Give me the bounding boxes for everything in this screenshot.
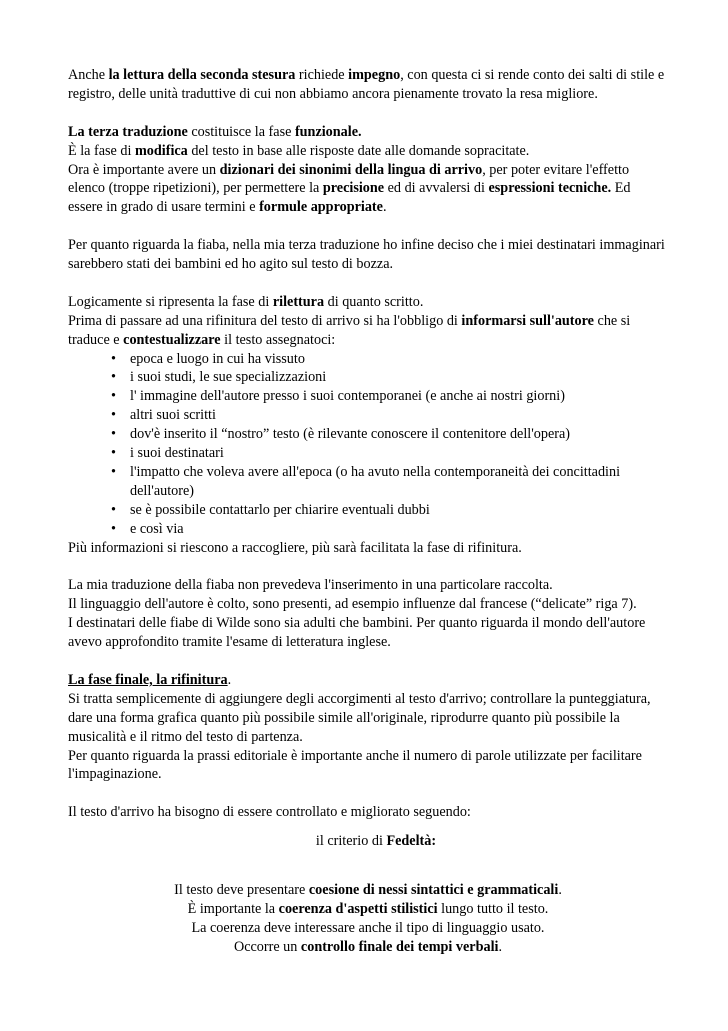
paragraph-more-info: Più informazioni si riescono a raccogliere, più sarà facilitata la fase di rifinitura. — [68, 539, 522, 556]
list-item: • dov'è inserito il “nostro” testo (è rilevante conoscere il contenitore dell'opera) — [111, 426, 571, 443]
author-info-list — [68, 350, 668, 539]
paragraph-informarsi: Prima di passare ad una rifinitura del testo di arrivo si ha l'obbligo di informarsi sull'autore che si traduce e contestualizzare il testo assegnatoci: — [68, 312, 631, 348]
paragraph-prassi-editoriale: Per quanto riguarda la prassi editoriale è importante anche il numero di parole utilizzate per facilitare l'impaginazione. — [68, 747, 642, 783]
requirement-coesione: Il testo deve presentare coesione di nessi sintattici e grammaticali. — [174, 882, 562, 899]
paragraph-linguaggio: Il linguaggio dell'autore è colto, sono presenti, ad esempio influenze dal francese (“delicate” riga 7). — [68, 596, 637, 613]
list-item: • i suoi destinatari — [111, 445, 224, 462]
bullet-icon: • — [111, 407, 116, 424]
paragraph-accorgimenti: Si tratta semplicemente di aggiungere degli accorgimenti al testo d'arrivo; controllare la punteggiatura, dare una forma grafica quanto più possibile simile all'originale, riprodurre quanto più possibile la musicalità e il ritmo del testo di partenza. — [68, 690, 651, 745]
criterion-fedelta: il criterio di Fedeltà: — [315, 833, 437, 850]
list-item: • l'impatto che voleva avere all'epoca (o ha avuto nella contemporaneità dei concittadini dell'autore) — [111, 463, 621, 499]
paragraph-third-translation: La terza traduzione costituisce la fase funzionale. — [68, 123, 362, 140]
bullet-icon: • — [111, 520, 116, 537]
bullet-icon: • — [111, 388, 116, 405]
list-item: • e così via — [111, 520, 184, 537]
bullet-icon: • — [111, 445, 116, 462]
list-item: • epoca e luogo in cui ha vissuto — [111, 350, 305, 367]
requirement-coerenza: È importante la coerenza d'aspetti stilistici lungo tutto il testo. — [187, 900, 549, 917]
bullet-icon: • — [111, 501, 116, 518]
bullet-icon: • — [111, 350, 116, 367]
document-page — [68, 66, 668, 957]
paragraph-rilettura: Logicamente si ripresenta la fase di rilettura di quanto scritto. — [68, 293, 424, 310]
list-item: • l' immagine dell'autore presso i suoi contemporanei (e anche ai nostri giorni) — [111, 388, 565, 405]
paragraph-raccolta: La mia traduzione della fiaba non prevedeva l'inserimento in una particolare raccolta. — [68, 577, 553, 594]
paragraph-dizionari: Ora è importante avere un dizionari dei sinonimi della lingua di arrivo, per poter evitare l'effetto elenco (troppe ripetizioni), per permettere la precisione ed di avvalersi di espressioni tecniche. Ed essere in grado di usare termini e formule appropriate. — [68, 161, 631, 216]
bullet-icon: • — [111, 463, 116, 480]
requirement-linguaggio: La coerenza deve interessare anche il tipo di linguaggio usato. — [191, 919, 545, 936]
paragraph-destinatari: I destinatari delle fiabe di Wilde sono sia adulti che bambini. Per quanto riguarda il mondo dell'autore avevo approfondito tramite l'esame di letteratura inglese. — [68, 615, 646, 651]
paragraph-second-draft: Anche la lettura della seconda stesura richiede impegno, con questa ci si rende conto dei salti di stile e registro, delle unità traduttive di cui non abbiamo ancora pienamente trovato la resa migliore. — [68, 67, 665, 102]
list-item: • se è possibile contattarlo per chiarire eventuali dubbi — [111, 501, 430, 518]
section-heading-rifinitura: La fase finale, la rifinitura. — [68, 671, 232, 688]
list-item: • i suoi studi, le sue specializzazioni — [111, 369, 327, 386]
paragraph-modifica: È la fase di modifica del testo in base alle risposte date alle domande sopracitate. — [68, 142, 530, 159]
bullet-icon: • — [111, 426, 116, 443]
fedelta-requirements — [68, 881, 668, 957]
list-item: • altri suoi scritti — [111, 407, 216, 424]
requirement-tempi-verbali: Occorre un controllo finale dei tempi verbali. — [233, 938, 503, 955]
bullet-icon: • — [111, 369, 116, 386]
paragraph-controllo: Il testo d'arrivo ha bisogno di essere controllato e migliorato seguendo: — [68, 804, 471, 821]
paragraph-fiaba: Per quanto riguarda la fiaba, nella mia terza traduzione ho infine deciso che i miei destinatari immaginari sarebbero stati dei bambini ed ho agito sul testo di bozza. — [68, 237, 665, 273]
